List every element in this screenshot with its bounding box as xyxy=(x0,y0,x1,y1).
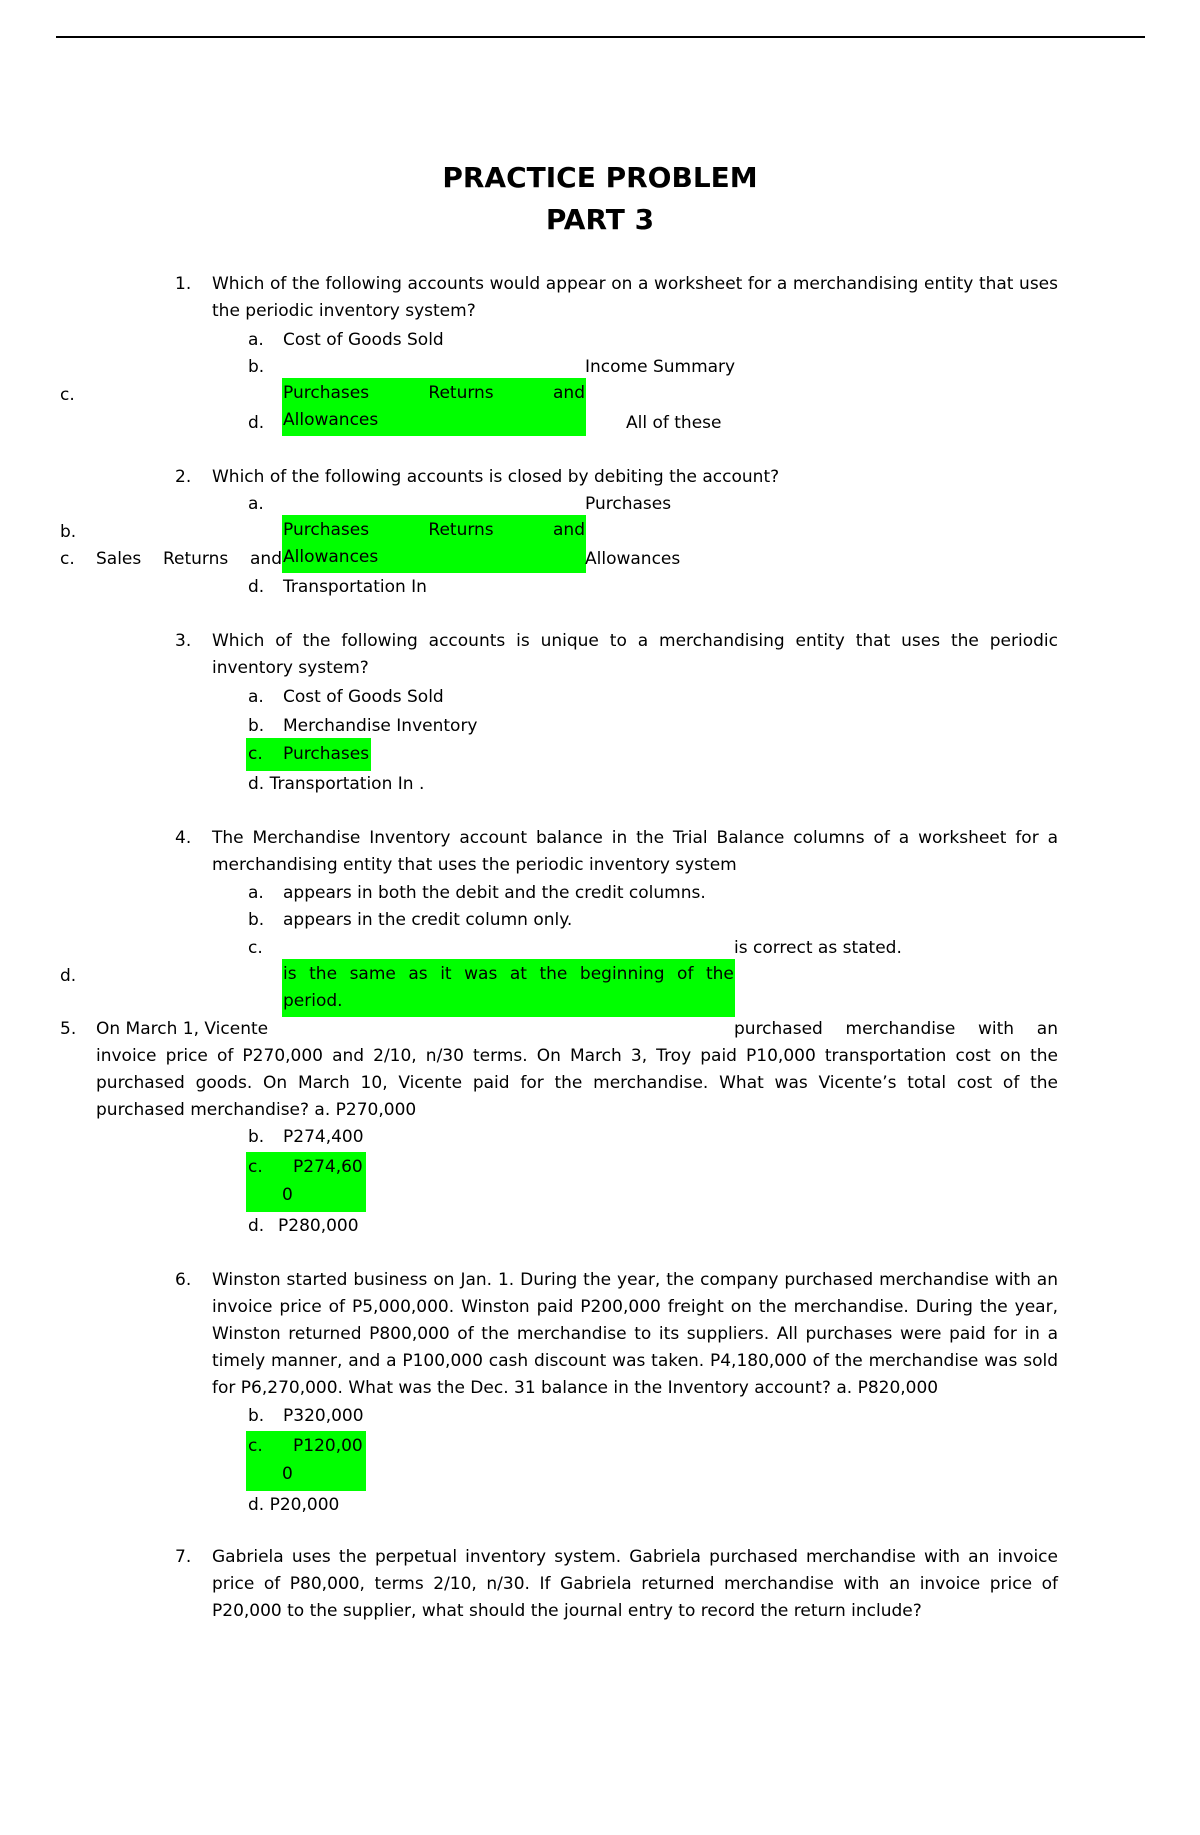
q1-b-text: Income Summary xyxy=(585,357,736,377)
q1-c-word: Returns xyxy=(428,383,494,403)
q6-text: Winston started business on Jan. 1. During the year, the company purchased merchandise with an invoice price of P5,000,000. Winston paid P200,000 freight on the merchandise. During the year, Winston returned P800,000 of the merchandise to its suppliers. All purchases were paid for in a timely manner, and a P100,000 cash discount was taken. P4,180,000 of the merchandise was sold for P6,270,000. What was the Dec. 31 balance in the Inventory account? a. P820,000 xyxy=(212,1270,1058,1398)
q1-d-text: All of these xyxy=(626,413,722,433)
q1-d-letter: d. xyxy=(248,413,265,433)
q3-text: Which of the following accounts is unique to a merchandising entity that uses the periodic inventory system? xyxy=(212,631,1058,678)
q6-b-letter: b. xyxy=(248,1406,265,1426)
q2-b-line2: Allowances xyxy=(283,547,379,567)
q4-d-word: was xyxy=(464,964,498,984)
q5-c-text: P274,60 xyxy=(293,1157,363,1177)
q4-d-word: at xyxy=(509,964,527,984)
q4-a-text: appears in both the debit and the credit columns. xyxy=(283,883,706,903)
q3-a-text: Cost of Goods Sold xyxy=(283,687,444,707)
q4-d-word: the xyxy=(705,964,734,984)
q4-text: The Merchandise Inventory account balance in the Trial Balance columns of a worksheet for a merchandising entity that uses the periodic inventory system xyxy=(212,828,1058,875)
q4-d-highlight xyxy=(282,959,735,1017)
q1-c-word: Purchases xyxy=(283,383,370,403)
q2-b-word: and xyxy=(553,520,585,540)
q4-c-text: is correct as stated. xyxy=(734,938,902,958)
q4-d-word: as xyxy=(408,964,428,984)
q2-number: 2. xyxy=(175,467,192,487)
q4-d-line2: period. xyxy=(283,991,343,1011)
q6-c-text: P120,00 xyxy=(293,1436,363,1456)
q6-c-line2: 0 xyxy=(282,1464,293,1484)
q1-c-line1 xyxy=(282,378,586,407)
q5-d-letter: d. xyxy=(248,1216,265,1236)
q4-b-letter: b. xyxy=(248,910,265,930)
q2-c-word: Returns xyxy=(162,549,229,569)
q2-b-line1 xyxy=(282,515,586,544)
q3-c-text: Purchases xyxy=(283,744,370,764)
page-subtitle: PART 3 xyxy=(545,203,655,236)
q5-word: purchased xyxy=(734,1019,823,1039)
q4-d-word: is xyxy=(283,964,297,984)
q2-d-text: Transportation In xyxy=(283,577,427,597)
q5-c-letter: c. xyxy=(248,1157,263,1177)
q6-number: 6. xyxy=(175,1270,192,1290)
q2-c-letter: c. xyxy=(60,549,75,569)
q1-c-highlight xyxy=(282,378,586,436)
q2-a-letter: a. xyxy=(248,494,264,514)
q5-b-letter: b. xyxy=(248,1127,265,1147)
q2-c-word: and xyxy=(250,549,282,569)
q4-d-word: it xyxy=(440,964,452,984)
q3-b-letter: b. xyxy=(248,716,265,736)
q3-d-text: d. Transportation In . xyxy=(248,774,425,794)
q1-text: Which of the following accounts would appear on a worksheet for a merchandising entity that uses the periodic inventory system? xyxy=(212,274,1058,321)
q1-b-letter: b. xyxy=(248,357,265,377)
q7-number: 7. xyxy=(175,1547,192,1567)
q2-b-highlight xyxy=(282,515,586,573)
q5-line1-end xyxy=(734,1016,1058,1043)
q4-d-line1 xyxy=(282,959,735,988)
q5-word: an xyxy=(1036,1019,1058,1039)
q2-b-letter: b. xyxy=(60,522,77,542)
q2-c-word: Sales xyxy=(96,549,142,569)
q4-number: 4. xyxy=(175,828,192,848)
q1-c-word: and xyxy=(553,383,585,403)
q4-d-word: same xyxy=(349,964,396,984)
q5-c-highlight xyxy=(246,1152,366,1212)
page-title: PRACTICE PROBLEM xyxy=(442,161,758,194)
q4-d-word: the xyxy=(309,964,338,984)
q5-b-text: P274,400 xyxy=(283,1127,364,1147)
q5-word: with xyxy=(978,1019,1015,1039)
q4-c-letter: c. xyxy=(248,938,263,958)
q6-d-text: d. P20,000 xyxy=(248,1495,340,1515)
q2-c-end: Allowances xyxy=(585,549,681,569)
q2-text: Which of the following accounts is closed by debiting the account? xyxy=(212,467,780,487)
q5-line1-start: On March 1, Vicente xyxy=(96,1019,269,1039)
q4-d-word: the xyxy=(539,964,568,984)
q4-d-word: beginning xyxy=(579,964,665,984)
q5-number: 5. xyxy=(60,1019,77,1039)
q7-text: Gabriela uses the perpetual inventory system. Gabriela purchased merchandise with an invoice price of P80,000, terms 2/10, n/30. If Gabriela returned merchandise with an invoice price of P20,000 to the supplier, what should the journal entry to record the return include? xyxy=(212,1547,1058,1621)
q1-c-line2: Allowances xyxy=(283,410,379,430)
q3-number: 3. xyxy=(175,631,192,651)
q2-a-text: Purchases xyxy=(585,494,672,514)
q6-c-highlight xyxy=(246,1431,366,1491)
q2-b-word: Purchases xyxy=(283,520,370,540)
q1-a-text: Cost of Goods Sold xyxy=(283,330,444,350)
q1-c-letter: c. xyxy=(60,385,75,405)
q6-b-text: P320,000 xyxy=(283,1406,364,1426)
q4-b-text: appears in the credit column only. xyxy=(283,910,573,930)
q4-a-letter: a. xyxy=(248,883,264,903)
q3-a-letter: a. xyxy=(248,687,264,707)
q5-c-line2: 0 xyxy=(282,1185,293,1205)
q2-b-word: Returns xyxy=(428,520,494,540)
q4-d-word: of xyxy=(677,964,694,984)
q5-word: merchandise xyxy=(845,1019,956,1039)
q4-d-letter: d. xyxy=(60,966,77,986)
q6-c-letter: c. xyxy=(248,1436,263,1456)
q3-c-highlight xyxy=(246,738,371,771)
q3-b-text: Merchandise Inventory xyxy=(283,716,478,736)
q2-d-letter: d. xyxy=(248,577,265,597)
top-rule xyxy=(56,36,1145,38)
q1-number: 1. xyxy=(175,274,192,294)
q5-text: invoice price of P270,000 and 2/10, n/30 terms. On March 3, Troy paid P10,000 transportation cost on the purchased goods. On March 10, Vicente paid for the merchandise. What was Vicente’s total cost of the purchased merchandise? a. P270,000 xyxy=(96,1046,1058,1120)
q2-c-lead xyxy=(96,546,282,573)
q3-c-letter: c. xyxy=(248,744,263,764)
q1-a-letter: a. xyxy=(248,330,264,350)
q5-d-text: P280,000 xyxy=(278,1216,359,1236)
